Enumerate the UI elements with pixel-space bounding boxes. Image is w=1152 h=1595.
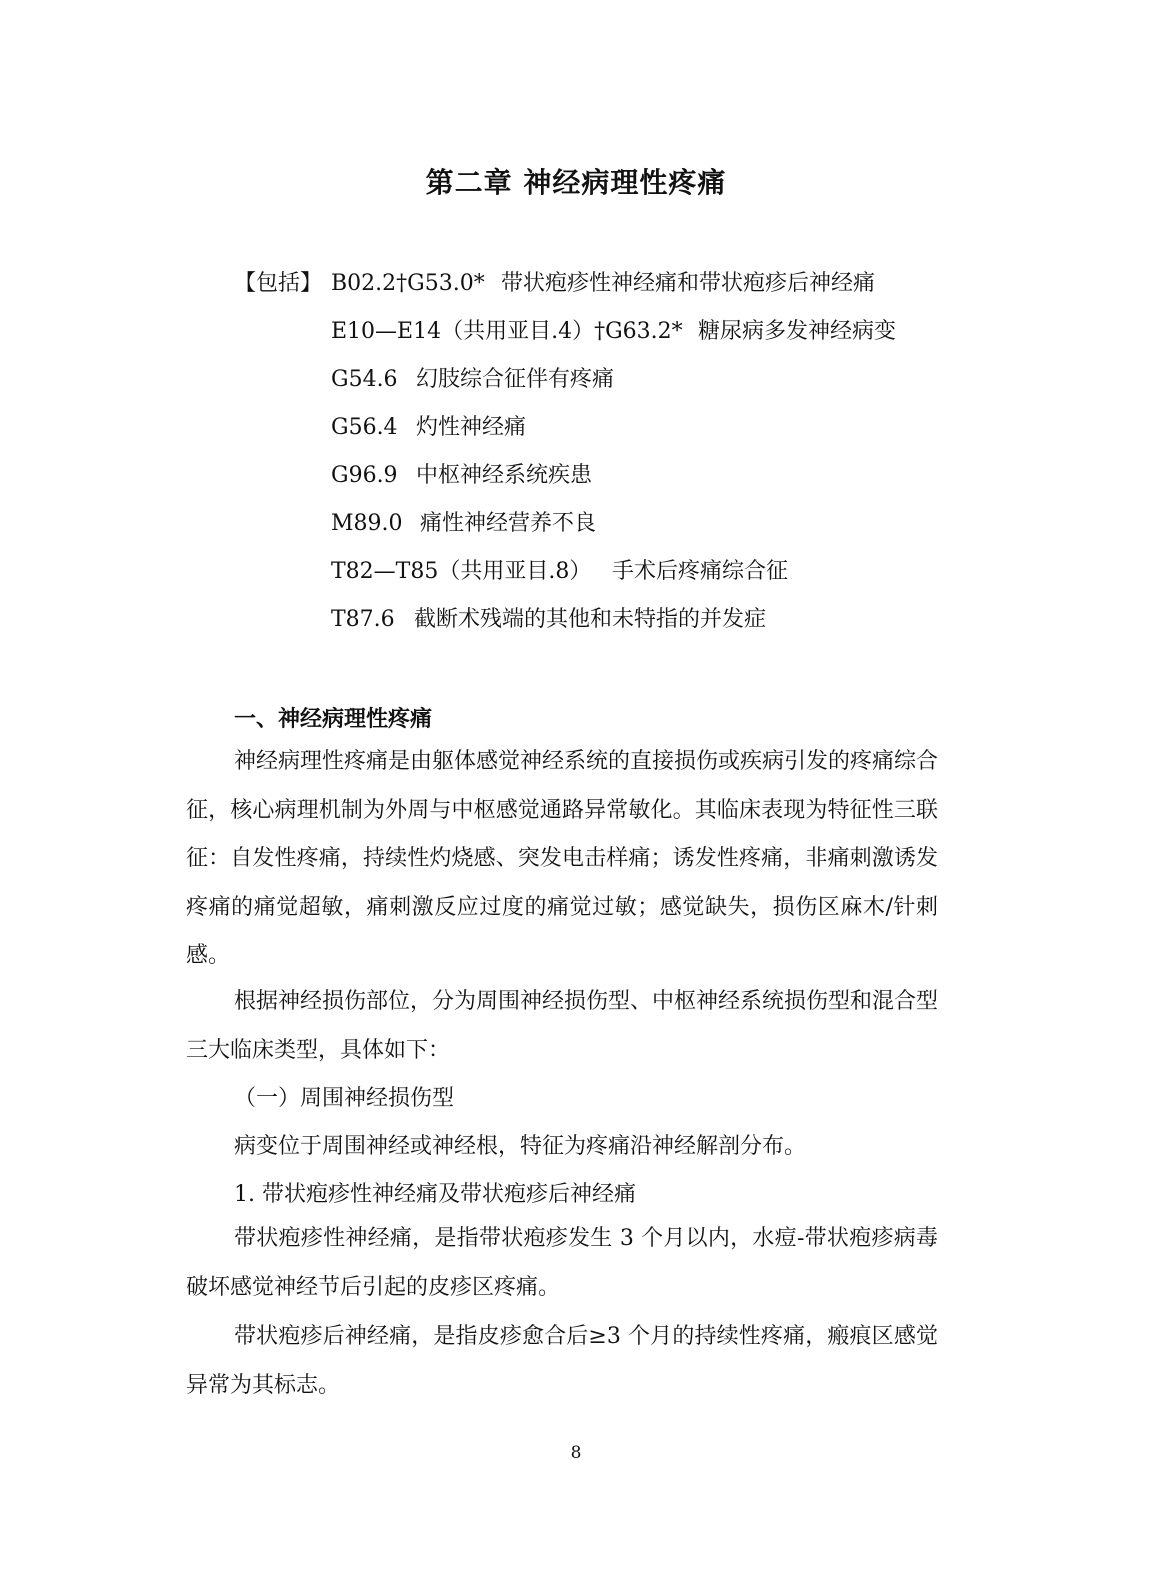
include-item-code: G54.6: [331, 367, 398, 392]
page-number: 8: [570, 1443, 582, 1463]
chapter-title: 第二章 神经病理性疼痛: [425, 166, 727, 199]
body-line: 病变位于周围神经或神经根，特征为疼痛沿神经解剖分布。: [234, 1134, 807, 1159]
include-item-code: E10—E14（共用亚目.4）†G63.2*: [331, 319, 683, 344]
item-heading: 1. 带状疱疹性神经痛及带状疱疹后神经痛: [234, 1182, 636, 1207]
include-item-desc: 痛性神经营养不良: [420, 511, 597, 536]
include-item-code: G96.9: [331, 463, 398, 488]
include-item-desc: 灼性神经痛: [416, 415, 527, 440]
include-item-code: M89.0: [331, 511, 403, 536]
include-item-code: T82—T85（共用亚目.8）: [331, 559, 592, 584]
include-item-desc: 糖尿病多发神经病变: [698, 319, 897, 344]
include-item-desc: 幻肢综合征伴有疼痛: [416, 367, 615, 392]
include-item-desc: 带状疱疹性神经痛和带状疱疹后神经痛: [501, 271, 876, 296]
include-item-code: B02.2†G53.0*: [331, 271, 485, 296]
body-paragraph: 神经病理性疼痛是由躯体感觉神经系统的直接损伤或疾病引发的疼痛综合征，核心病理机制为外周与中枢感觉通路异常敏化。其临床表现为特征性三联征：自发性疼痛，持续性灼烧感、突发电击样痛；诱发性疼痛，非痛刺激诱发疼痛的痛觉超敏，痛刺激反应过度的痛觉过敏；感觉缺失，损伤区麻木/针刺感。: [186, 749, 939, 968]
include-item-desc: 手术后疼痛综合征: [612, 559, 789, 584]
body-paragraph: 带状疱疹后神经痛，是指皮疹愈合后≥3 个月的持续性疼痛，瘢痕区感觉异常为其标志。: [186, 1324, 938, 1398]
subsection-heading: （一）周围神经损伤型: [234, 1086, 455, 1111]
include-item-code: G56.4: [331, 415, 398, 440]
include-item-desc: 中枢神经系统疾患: [416, 463, 593, 488]
include-item-code: T87.6: [331, 607, 395, 632]
includes-label: 【包括】: [234, 271, 323, 296]
include-item-desc: 截断术残端的其他和未特指的并发症: [414, 607, 767, 632]
section-heading: 一、神经病理性疼痛: [234, 707, 433, 732]
body-paragraph: 带状疱疹性神经痛，是指带状疱疹发生 3 个月以内，水痘-带状疱疹病毒破坏感觉神经节后引起的皮疹区疼痛。: [186, 1226, 938, 1300]
body-paragraph: 根据神经损伤部位，分为周围神经损伤型、中枢神经系统损伤型和混合型三大临床类型，具体如下：: [186, 989, 939, 1063]
